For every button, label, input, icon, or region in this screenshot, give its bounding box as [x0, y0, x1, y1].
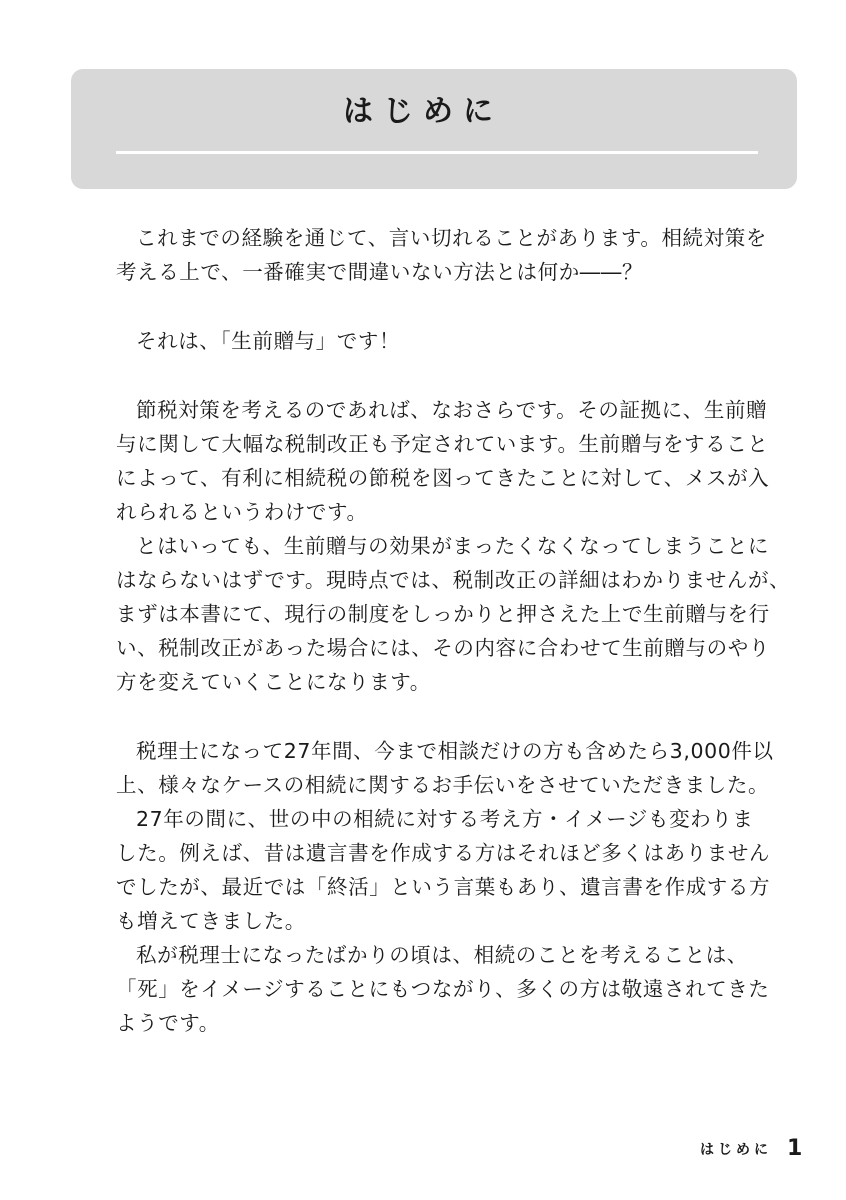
paragraph-gap — [116, 358, 758, 393]
paragraph-line: 税理士になって27年間、今まで相談だけの方も含めたら3,000件以 — [136, 739, 774, 763]
paragraph-line: はならないはずです。現時点では、税制改正の詳細はわかりませんが、 — [116, 568, 791, 592]
paragraph-line: 考える上で、一番確実で間違いない方法とは何か――？ — [116, 260, 644, 284]
paragraph-gap — [116, 289, 758, 324]
paragraph-line: 節税対策を考えるのであれば、なおさらです。その証拠に、生前贈 — [136, 398, 768, 422]
paragraph-line: 27年の間に、世の中の相続に対する考え方・イメージも変わりま — [136, 807, 754, 831]
paragraph-line: い、税制改正があった場合には、その内容に合わせて生前贈与のやり — [116, 636, 770, 660]
paragraph-line: それは、「生前贈与」です！ — [136, 329, 401, 353]
paragraph-line: 与に関して大幅な税制改正も予定されています。生前贈与をすること — [116, 432, 769, 456]
running-footer-section: はじめに — [700, 1142, 772, 1158]
paragraph-line: まずは本書にて、現行の制度をしっかりと押さえた上で生前贈与を行 — [116, 602, 770, 626]
paragraph-gap — [116, 699, 758, 734]
page-number: 1 — [787, 1136, 803, 1161]
paragraph-line: 私が税理士になったばかりの頃は、相続のことを考えることは、 — [136, 943, 748, 967]
paragraph-line: 方を変えていくことになります。 — [116, 670, 431, 694]
paragraph-line: これまでの経験を通じて、言い切れることがあります。相続対策を — [136, 226, 767, 250]
paragraph-line: ようです。 — [116, 1011, 220, 1035]
paragraph-line: とはいっても、生前贈与の効果がまったくなくなってしまうことに — [136, 534, 769, 558]
body-text — [116, 221, 791, 1040]
paragraph-line: によって、有利に相続税の節税を図ってきたことに対して、メスが入 — [116, 466, 770, 490]
paragraph-line: した。例えば、昔は遺言書を作成する方はそれほど多くはありません — [116, 841, 771, 865]
paragraph-line: でしたが、最近では「終活」という言葉もあり、遺言書を作成する方 — [116, 875, 771, 899]
paragraph-line: 上、様々なケースの相続に関するお手伝いをさせていただきました。 — [116, 773, 770, 797]
paragraph-line: も増えてきました。 — [116, 909, 306, 933]
chapter-title: はじめに — [343, 94, 503, 129]
paragraph-line: 「死」をイメージすることにもつながり、多くの方は敬遠されてきた — [116, 977, 770, 1001]
paragraph-line: れられるというわけです。 — [116, 500, 368, 524]
title-underline — [116, 151, 758, 154]
